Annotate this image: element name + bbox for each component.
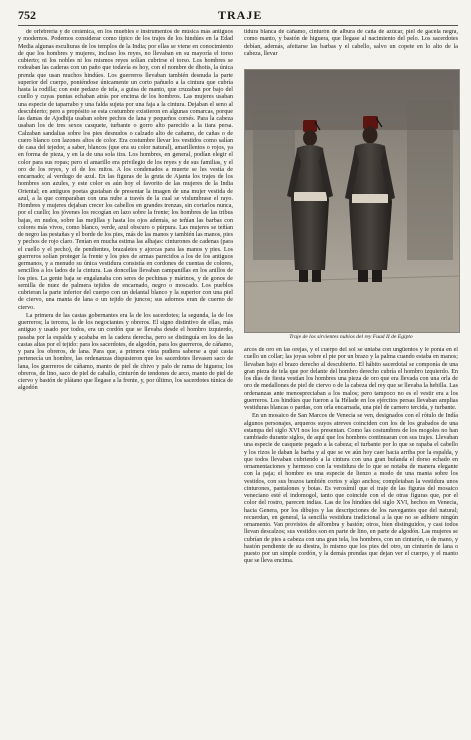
- header-rule: [18, 25, 458, 26]
- right-top-paragraph-1: tidura blanca de cáñamo, cinturón de albura de caña de azúcar, piel de gacela negra, como manto, y bastón de higuera, que llegase al nacimiento del pelo. Los sacerdotes debían, además, afeitarse las barbas y el cabello, salvo un copete en lo alto de la cabeza, llevar: [244, 29, 458, 57]
- page-number: 752: [18, 8, 36, 22]
- right-bottom-paragraph-2: En un mosaico de San Marcos de Venecia se ven, designados con el rótulo de Indía algunos personajes, arqueros suyos atreves coinciden con los de los grabados de una estampa del siglo XVI nos los presentan. Como las costumbres de los mogoles no han cambiado durante siglos, de aquí que los hombres continuaran con sus trajes. Llevaban una especie de casquete pegado a la cabeza; el turbante por lo que se rapaba el cabello y los rizos le daban la barba y al que se ve aún hoy caer hacia arriba por la espalda, y que todos llevaban cubriendo a la cintura con una gran bufanda el dorso echado en ornamentaciones y hermoso con la vestidura de lo que se notaba de manera elegante con la paja; el hombre es una especie de lienzo a modo de una manta sobre los vestidos, con sus brazos también cortos y algo anchos; completaban la vestidura unos cinturones, pantalones y botas. Es verosímil que el traje de las figuras del mosaico veneciano esté el indomogol, tanto que coincide con el de otras figuras que, por el color del rostro, parecen indias. Las de los hindúes del siglo XVI, hechos en Venecia, hacia Genera, por los dibujos y las descripciones de los navegantes que del natural; recuerdan, en general, la sencilla vestidura tradicional a la que no se adhiere ningún ornamento. Van provistos de alfombra y bastón; otros, bien distinguidos, y casi todos llevan descalzos; sus vestidos son en parte de lino, en parte de algodón. Las mujeres se cubrían de pies a cabeza con una gran tela, los hombres, con un cinturón, o de mano, y bastón pendiente de su diestra, lo mismo que los pies del otro, un cinturón de lana o puesto por un simple cordón, y la demás prendas que dejan ver el cuerpo, y el manto que se lleva encima.: [244, 413, 458, 565]
- left-column: [18, 29, 233, 734]
- figure-caption: Traje de los sirvientes nubios del rey Fuad II de Egipto: [289, 334, 413, 340]
- left-paragraph-2: La primera de las castas gobernantes era la de los sacerdotes; la segunda, la de los guerreros; la tercera, la de los negociantes y obreros. El signo distintivo de ellas, más antiguo y usado por todos, era un cordón que se llevaba desde el hombro izquierdo, pasaba por la espalda y acababa en la cadera derecha, pero se distinguía en los de las castas altas por el tejido: para los sacerdotes, de algodón, para los guerreros, de cáñamo, y para los obreros, de lana. Para que, a primera vista pudiera saberse a qué casta pertenecía un hombre, las ordenanzas dispusieron que los sacerdotes llevasen saco de lana, los guerreros de cáñamo, manto de piel de chivo y palo de rama de higuera; los obreros, de lino, saco de piel de caballo, cinturón de tendones de arco, manto de piel de ciervo y bastón de plátano que llegase a la frente, y, por último, los sacerdotes túnica de algodón: [18, 312, 233, 392]
- photograph: [244, 69, 460, 333]
- right-column-bottom: [244, 347, 458, 734]
- right-bottom-paragraph-1: arcos de oro en las orejas, y el cuerpo del sol se untaba con ungüentos y le ponía en el cuello un collar; las joyas sobre el pie por un brazo y la palma cuando estaba en manos; llevaban bajo el brazo derecho al descubierto. El hábito sacerdotal se componía de una gran pieza de tela que por delante del hombro derecho cubría el hombro izquierdo. En los días de fiesta vestían los hombres una pieza de oro que era llevada con una orla de oro de medallones de piel de ciervo o de la cabeza del rey que se llevaba la hebilla. Las ordenanzas ante menospreciaban a los malos; pero tampoco no es el vestir era a los guerreros. Los hindúes que fueron a la Hélade en los ejércitos persas llevaban amplias vestiduras blancas o pardas, con orla encarnada, una piel de carnero tercida, y turbante.: [244, 347, 458, 411]
- left-paragraph-1: de orfebrería y de cerámica, en los muebles e instrumentos de música más antiguos y modernos. Podemos considerar como típico de los trajes de los hindúes en la Edad Media algunas esculturas de los templos de la India; por ellas se viene en conocimiento de que los hombres y mujeres, incluso los reyes, no llevaban en su mayoría el torso cubierto; ni los nobles ni los mismos reyes solían cubrirse el torso. Los hombres se rodeaban las caderas con un paño que todavía es hoy, con el nombre de dhotis, la única prenda que usan muchos hindúes. Los guerreros llevaban también desnuda la parte superior del cuerpo, poniéndose únicamente un corto pañuelo a la cintura que cubría hasta la rodilla; con este pedazo de tela, a guisa de manto, que cruzaban por bajo del cuello y cuyas puntas echaban atrás por encima de los hombros. Las mujeres usaban una especie de taparrabo y una falda sujeta por una faja a la cintura. Dejaban el seno al descubierto; pero a propósito se esta costumbre existieron en algunas comarcas, porque las damas de Ajodhija usaban sobre pechos de lana y pequeños corsés. Para la cabeza usaban los de tres sexos casquete, turbante o gorro alto parecido a la tiara persa. Calzaban sandalias sobre los pies desnudos o calzado alto de cañamo, de cañas o de cuero blanco con lazones altos de color. Era costumbre llevar los vestidos como salían de casa del tejedor, a saber, blancos (que era su color natural), amarillentos o rojos, ya en forma de pieza, y en la de una sola tira. Los hombres, en general, podían elegir el color para sus ropas; pero el amarillo era privilegio de los reyes y de sus familias, y el oro de los reyes, y el de los mitos. A los condenados a muerte se les vestía de encarnado; al verdugo de azul. En las figuras de la gruta de Ajanta los trajes de los hombres son azules, y este color es aún hoy el favorito de las mujeres de la India Oriental; en antiguos poetas gustaban de presentar la imagen de una mujer vestida de azul, a la que comparaban con una nube a través de la cual se vislumbrase el rayo. Hombres y mujeres dejaban crecer los cabellos en grandes trenzas, sin cortarlos nunca, por el cuello; los jóvenes los recogían en lazo sobre la frente; los hombres de las tribus bajas, en nudos, sobre las mejillas y hasta los ojos además, se teñían las barbas con colores más vivos, como blanco, verde, azul obscuro o púrpura. Las mujeres se teñían de negro las pestañas y el borde de los pies, más de las manos y también las manos, pies y pechos de rojo claro. Tenían en mucha estima las alhajas: cinturones de cadenas (para el cuello y el pecho), de pendientes, brazaletes y ajorcas para las manos y pies. Los guerreros solían proteger la frente y los pies de armas parecidos a los de los antiguos germanos, y a menudo su única vestidura consistía en cordones de cuentas de colores, sencillos a los lados de la cintura. Las doncellas llevaban campanillas en los anillos de los pies. La gente baja se engalanaba con seres de pechinas y márinos, y de gonos de semilla de nuez de palmera tejidos de encarnado, negro o moscado. Los pueblos cubrieran la parte inferior del cuerpo con un delantal blanco y la superior con una piel de ciervo, una manta de lana o un tejido de juncos; sus adornos eran de cuerno de ciervo.: [18, 29, 233, 311]
- page-header: [18, 8, 458, 24]
- right-column-top: [244, 29, 458, 65]
- photograph-two-standing-men-icon: [245, 70, 459, 332]
- running-title: TRAJE: [218, 8, 263, 22]
